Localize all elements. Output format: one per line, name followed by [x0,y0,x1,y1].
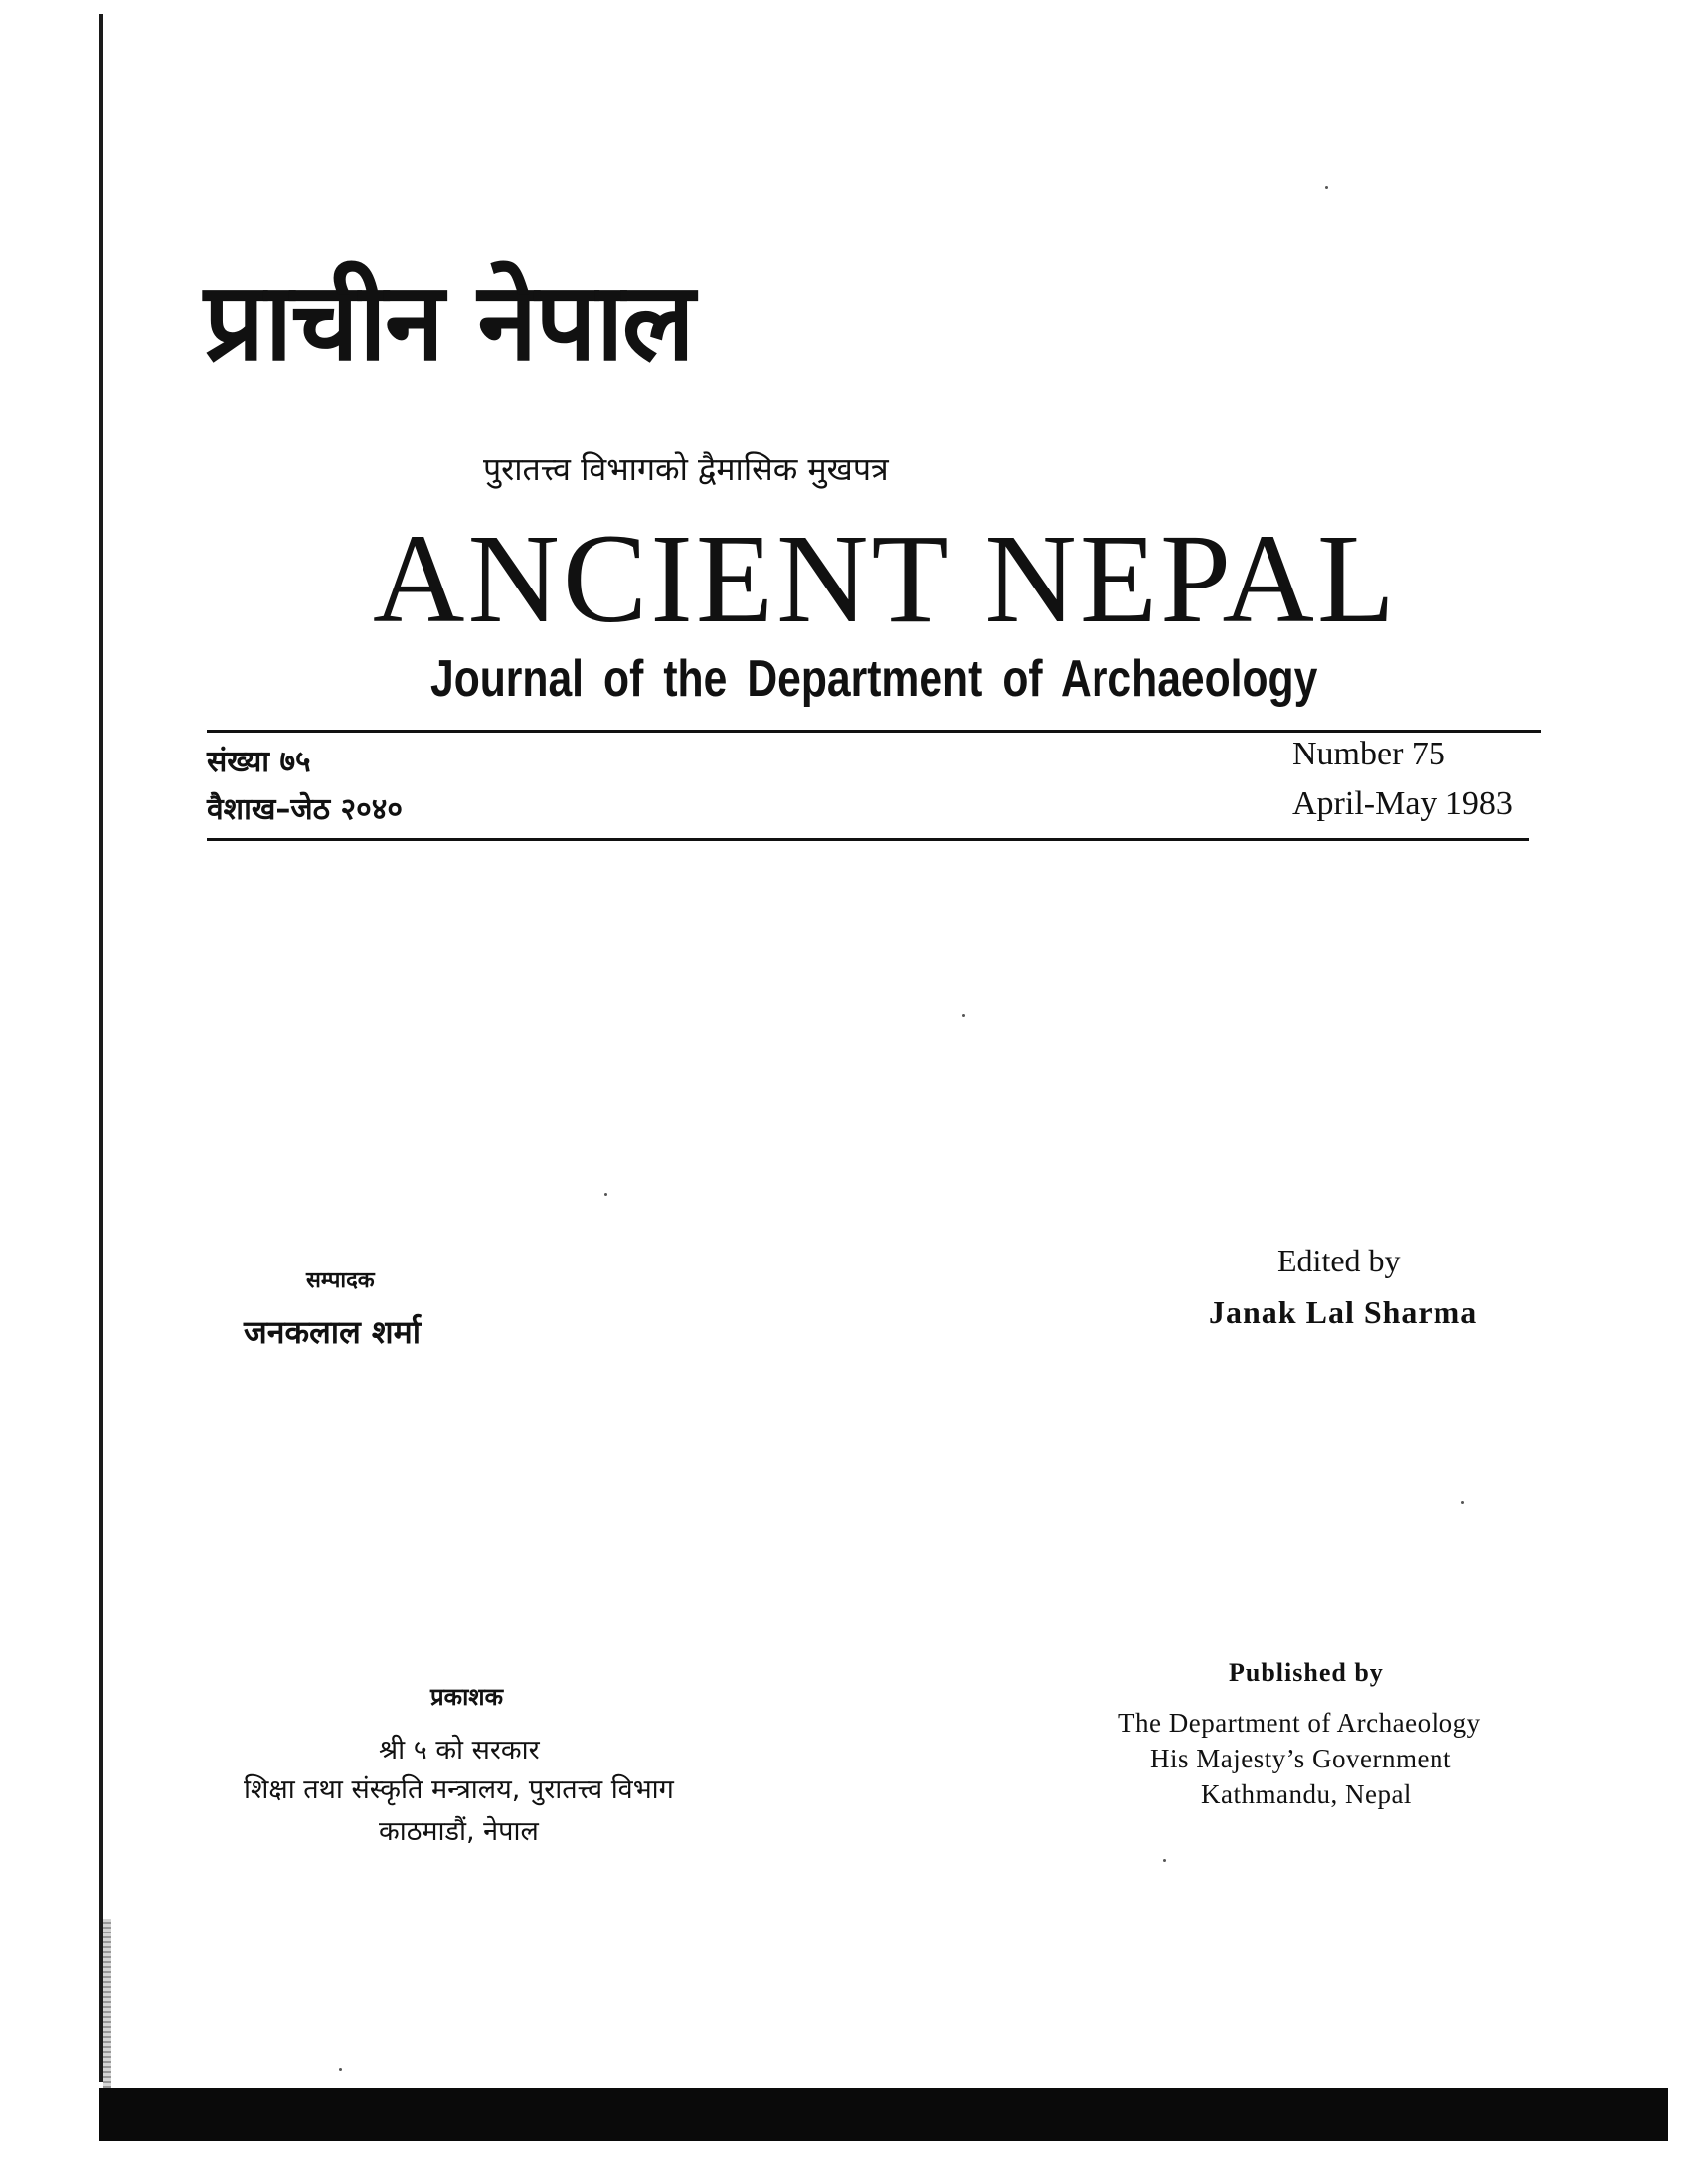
publisher-line-hindi: शिक्षा तथा संस्कृति मन्त्रालय, पुरातत्त्व विभाग [244,1774,674,1805]
scan-speck [1461,1501,1464,1504]
publisher-line-hindi: श्री ५ को सरकार [379,1735,540,1765]
publisher-line-english: Kathmandu, Nepal [1201,1779,1412,1809]
issue-date-english: April-May 1983 [1292,785,1513,822]
editor-label-english: Edited by [1277,1243,1401,1278]
binding-edge-line [99,14,103,2082]
scan-bottom-band [99,2088,1668,2141]
scan-speck [604,1193,607,1196]
publisher-line-hindi: काठमाडौं, नेपाल [379,1816,539,1847]
publisher-line-english: His Majesty’s Government [1150,1744,1451,1773]
publisher-label-english: Published by [1229,1658,1384,1687]
scan-speck [1325,186,1328,189]
masthead-subtitle-hindi: पुरातत्त्व विभागको द्वैमासिक मुखपत्र [483,450,889,488]
masthead-title-hindi: प्राचीन नेपाल [204,259,693,385]
masthead-subtitle-english: Journal of the Department of Archaeology [430,650,1318,708]
publisher-line-english: The Department of Archaeology [1118,1708,1481,1738]
publisher-label-hindi: प्रकाशक [430,1683,504,1711]
binding-edge-grain [103,1919,111,2088]
editor-name-english: Janak Lal Sharma [1209,1294,1478,1330]
scan-speck [962,1014,965,1017]
scan-speck [339,2068,342,2071]
issue-number-english: Number 75 [1292,736,1445,772]
masthead-rule-top [207,730,1541,733]
editor-name-hindi: जनकलाल शर्मा [244,1313,422,1351]
issue-number-hindi: संख्या ७५ [207,745,311,779]
scan-speck [1163,1859,1166,1862]
masthead-rule-bottom [207,838,1529,841]
issue-date-hindi: वैशाख–जेठ २०४० [207,792,403,827]
masthead-title-english: ANCIENT NEPAL [373,508,1399,649]
editor-label-hindi: सम्पादक [306,1268,375,1293]
